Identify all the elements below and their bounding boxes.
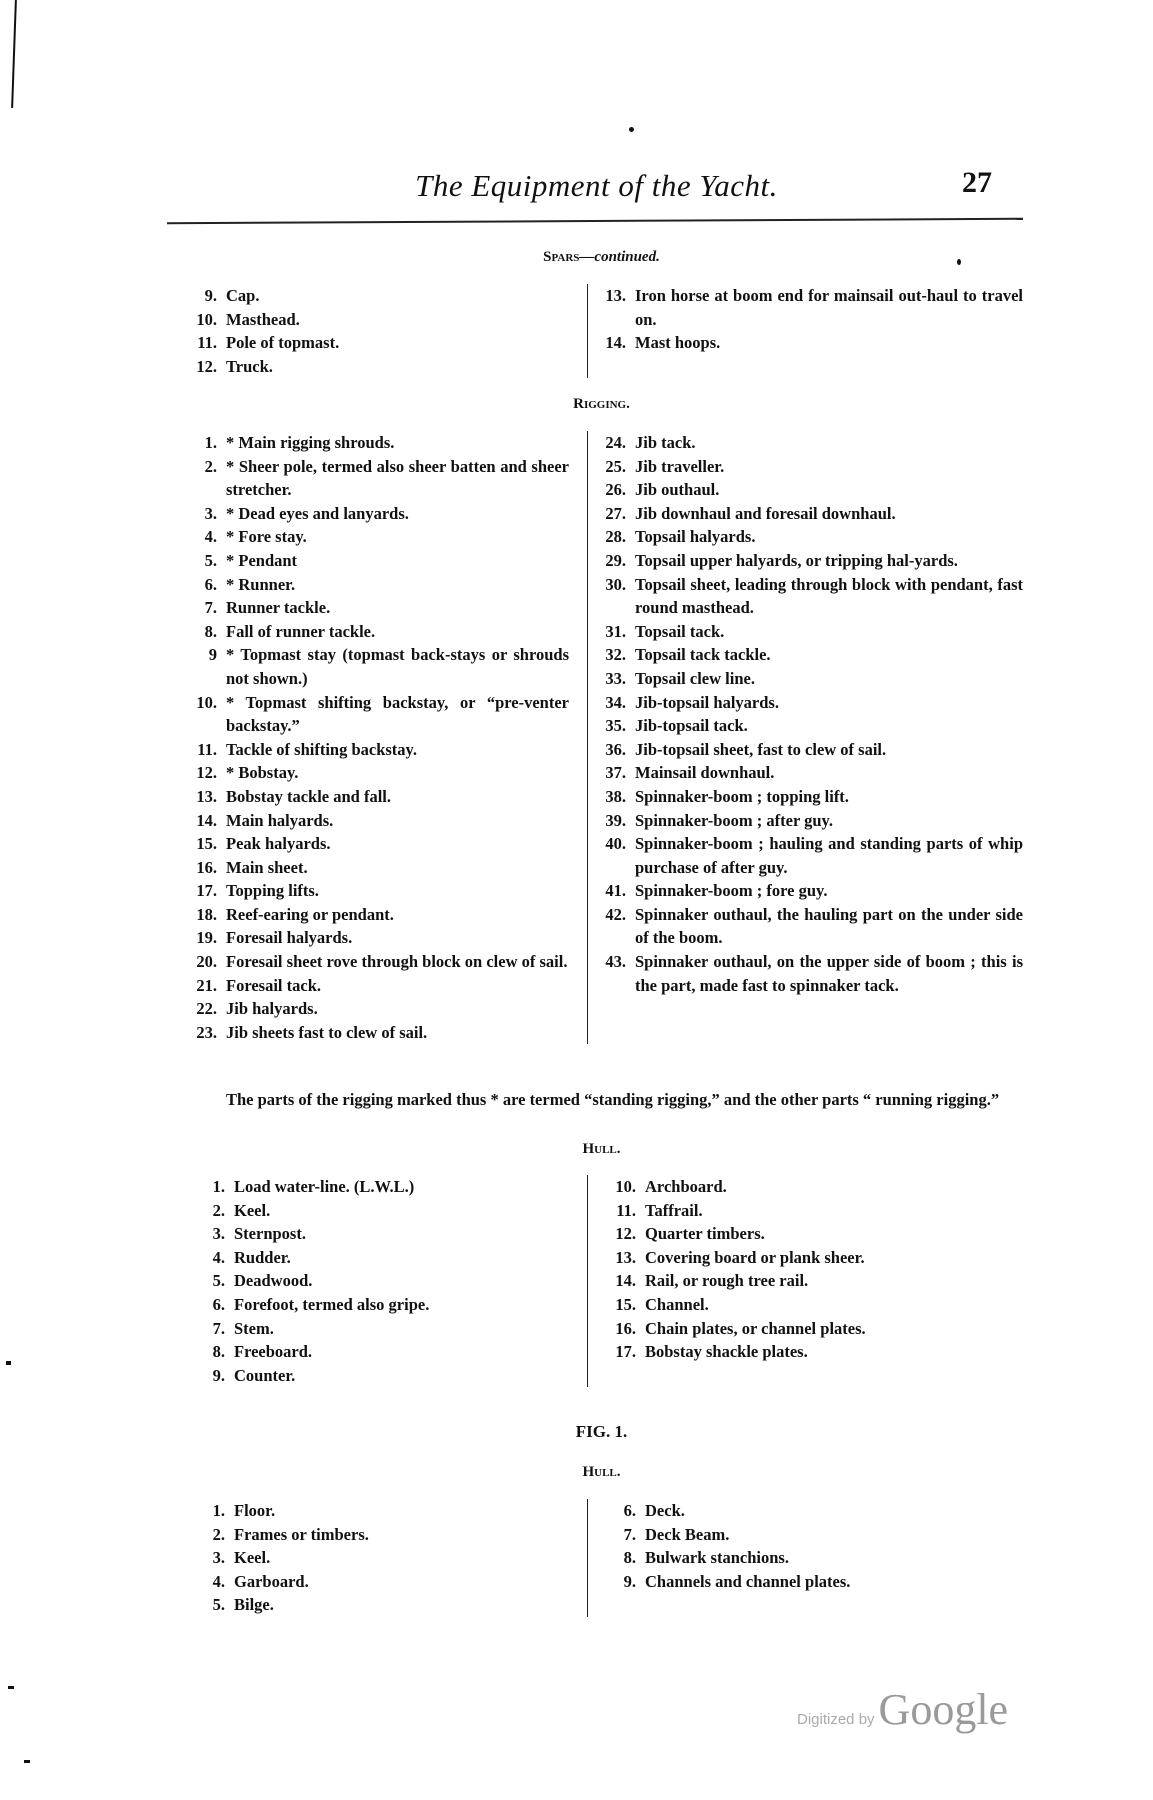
item-number: 16.: [615, 1318, 636, 1338]
item-number: 25.: [605, 456, 626, 476]
item-text: Peak halyards.: [226, 834, 331, 854]
item-text: Freeboard.: [234, 1342, 313, 1362]
item-text: Jib downhaul and foresail downhaul.: [635, 503, 896, 523]
item-number: 40.: [605, 834, 626, 854]
item-text: Spinnaker-boom ; hauling and standing parts of whip purchase of after guy.: [635, 834, 1023, 877]
item-text: Mast hoops.: [635, 333, 721, 353]
item-number: 9: [208, 645, 217, 665]
list-item: [602, 1570, 1023, 1594]
item-number: 17.: [615, 1342, 636, 1362]
item-number: 7.: [204, 598, 217, 618]
list-item: [602, 738, 1023, 762]
list-item: [167, 355, 569, 379]
rigging-list: [167, 431, 1023, 1044]
item-number: 1.: [212, 1501, 225, 1520]
item-number: 36.: [605, 739, 626, 759]
item-text: Spinnaker-boom ; after guy.: [635, 810, 834, 830]
list-item: [167, 997, 569, 1021]
item-text: Rudder.: [234, 1247, 291, 1267]
item-number: 7.: [212, 1318, 225, 1338]
list-item: [602, 1246, 1023, 1270]
list-item: [167, 1523, 569, 1547]
item-number: 41.: [605, 881, 626, 901]
item-text: Deadwood.: [234, 1271, 313, 1291]
list-item: [167, 620, 569, 644]
item-text: Rail, or rough tree rail.: [645, 1271, 809, 1291]
item-number: 13.: [615, 1247, 636, 1267]
hull-fig-left-column: [167, 1499, 587, 1617]
item-text: Spinnaker outhaul, on the upper side of boom ; this is the part, made fast to spinnaker tack.: [635, 952, 1023, 995]
item-text: Runner tackle.: [226, 598, 331, 618]
item-text: Frames or timbers.: [234, 1524, 369, 1544]
rigging-right-column: [587, 431, 1023, 1044]
list-item: [602, 691, 1023, 715]
item-number: 12.: [196, 763, 217, 783]
list-item: [602, 478, 1023, 502]
item-text: Topsail upper halyards, or tripping hal-yards.: [635, 550, 958, 570]
hull-fig-heading: Hull.: [582, 1464, 621, 1480]
item-number: 3.: [212, 1224, 225, 1244]
item-text: Mainsail downhaul.: [635, 763, 775, 783]
item-text: Stem.: [234, 1318, 274, 1338]
list-item: [167, 643, 569, 690]
item-number: 15.: [196, 834, 217, 854]
rigging-left-column: [167, 431, 587, 1044]
item-text: Keel.: [234, 1548, 271, 1568]
item-number: 8.: [212, 1342, 225, 1362]
item-number: 38.: [605, 786, 626, 806]
list-item: [167, 1570, 569, 1594]
running-title: The Equipment of the Yacht.: [415, 168, 778, 203]
list-item: [602, 573, 1023, 620]
item-number: 32.: [605, 645, 626, 665]
figure-label: FIG. 1.: [575, 1422, 628, 1441]
item-number: 4.: [212, 1571, 225, 1591]
item-text: Main halyards.: [226, 810, 334, 830]
scan-dot: [8, 1686, 14, 1689]
list-item: [167, 284, 569, 308]
list-item: [167, 1269, 569, 1293]
item-number: 6.: [204, 574, 217, 594]
item-text: * Topmast stay (topmast back-stays or shrouds not shown.): [226, 645, 569, 688]
list-item: [602, 879, 1023, 903]
item-number: 13.: [605, 286, 626, 305]
item-text: Jib sheets fast to clew of sail.: [226, 1022, 428, 1042]
item-text: Topsail clew line.: [635, 668, 755, 688]
item-number: 33.: [605, 668, 626, 688]
list-item: [602, 832, 1023, 879]
list-item: [602, 502, 1023, 526]
item-text: Topsail tack tackle.: [635, 645, 771, 665]
item-number: 23.: [196, 1022, 217, 1042]
item-number: 43.: [605, 952, 626, 972]
item-number: 37.: [605, 763, 626, 783]
item-number: 1.: [212, 1177, 225, 1196]
list-item: [167, 1293, 569, 1317]
list-item: [167, 832, 569, 856]
item-number: 9.: [623, 1571, 636, 1591]
list-item: [167, 1546, 569, 1570]
list-item: [602, 620, 1023, 644]
item-text: * Pendant: [226, 550, 298, 570]
item-number: 7.: [623, 1524, 636, 1544]
item-number: 34.: [605, 692, 626, 712]
list-item: [167, 308, 569, 332]
item-number: 11.: [616, 1200, 636, 1220]
spars-right-column: [587, 284, 1023, 378]
item-number: 11.: [197, 739, 217, 759]
item-number: 12.: [196, 356, 217, 376]
item-text: * Sheer pole, termed also sheer batten and sheer stretcher.: [226, 456, 569, 500]
item-number: 8.: [204, 621, 217, 641]
list-item: [167, 549, 569, 573]
item-text: Spinnaker outhaul, the hauling part on the under side of the boom.: [635, 904, 1023, 948]
item-text: Forefoot, termed also gripe.: [234, 1294, 430, 1314]
list-item: [602, 761, 1023, 785]
list-item: [167, 785, 569, 809]
item-text: Jib-topsail tack.: [635, 716, 748, 736]
item-text: Counter.: [234, 1365, 296, 1385]
list-item: [167, 738, 569, 762]
list-item: [602, 1546, 1023, 1570]
item-text: * Bobstay.: [226, 763, 299, 783]
list-item: [167, 331, 569, 355]
item-number: 11.: [197, 333, 217, 353]
spars-left-column: [167, 284, 587, 378]
item-text: * Main rigging shrouds.: [226, 433, 395, 452]
item-text: Chain plates, or channel plates.: [645, 1318, 866, 1338]
list-item: [167, 974, 569, 998]
rigging-note: The parts of the rigging marked thus * are termed “standing rigging,” and the other parts “ running rigging.”: [226, 1090, 1000, 1109]
item-number: 17.: [196, 881, 217, 901]
list-item: [167, 1317, 569, 1341]
item-number: 16.: [196, 857, 217, 877]
list-item: [602, 1523, 1023, 1547]
item-number: 27.: [605, 503, 626, 523]
item-number: 2.: [204, 456, 217, 476]
item-text: Jib outhaul.: [635, 480, 720, 500]
list-item: [167, 879, 569, 903]
item-text: Topsail halyards.: [635, 527, 756, 547]
item-text: Load water-line. (L.W.L.): [234, 1177, 415, 1196]
digitized-by-google-watermark: [797, 1684, 1008, 1735]
list-item: [602, 643, 1023, 667]
item-number: 19.: [196, 928, 217, 948]
list-item: [167, 596, 569, 620]
item-text: Quarter timbers.: [645, 1224, 765, 1244]
item-text: Floor.: [234, 1501, 276, 1520]
item-number: 10.: [196, 692, 217, 712]
item-text: Iron horse at boom end for mainsail out-haul to travel on.: [635, 286, 1023, 329]
list-item: [167, 502, 569, 526]
item-number: 14.: [605, 333, 626, 353]
item-number: 28.: [605, 527, 626, 547]
item-text: Reef-earing or pendant.: [226, 904, 394, 924]
item-number: 31.: [605, 621, 626, 641]
list-item: [602, 1269, 1023, 1293]
item-text: Foresail tack.: [226, 975, 322, 995]
list-item: [602, 331, 1023, 355]
item-text: Spinnaker-boom ; topping lift.: [635, 786, 849, 806]
item-number: 4.: [204, 527, 217, 547]
item-text: Channel.: [645, 1294, 709, 1314]
item-text: Jib-topsail sheet, fast to clew of sail.: [635, 739, 887, 759]
header-rule: [167, 218, 1023, 224]
list-item: [602, 950, 1023, 997]
item-number: 14.: [196, 810, 217, 830]
item-number: 30.: [605, 574, 626, 594]
item-number: 2.: [212, 1200, 225, 1220]
list-item: [602, 455, 1023, 479]
item-text: Bobstay tackle and fall.: [226, 786, 392, 806]
item-text: Topsail tack.: [635, 621, 725, 641]
item-number: 4.: [212, 1247, 225, 1267]
item-number: 2.: [212, 1524, 225, 1544]
item-text: Cap.: [226, 286, 260, 305]
scan-dot: [6, 1361, 11, 1365]
list-item: [167, 1021, 569, 1045]
item-number: 1.: [204, 433, 217, 452]
list-item: [167, 926, 569, 950]
watermark-prefix: Digitized by: [797, 1711, 875, 1728]
item-text: Jib tack.: [635, 433, 696, 452]
list-item: [602, 1175, 1023, 1199]
item-text: Deck Beam.: [645, 1524, 730, 1544]
list-item: [167, 1364, 569, 1388]
item-text: * Dead eyes and lanyards.: [226, 503, 409, 523]
hull-list: [167, 1175, 1023, 1387]
item-text: Pole of topmast.: [226, 333, 340, 353]
item-number: 22.: [196, 999, 217, 1019]
item-text: Spinnaker-boom ; fore guy.: [635, 881, 828, 901]
scan-dot: [629, 127, 634, 132]
list-item: [167, 809, 569, 833]
item-number: 15.: [615, 1294, 636, 1314]
scan-edge-mark: [11, 0, 17, 108]
hull-heading: Hull.: [582, 1141, 621, 1157]
item-number: 8.: [623, 1548, 636, 1568]
list-item: [167, 525, 569, 549]
list-item: [602, 1222, 1023, 1246]
list-item: [167, 761, 569, 785]
item-text: Tackle of shifting backstay.: [226, 739, 418, 759]
list-item: [602, 525, 1023, 549]
list-item: [167, 691, 569, 738]
list-item: [602, 1317, 1023, 1341]
hull-fig-right-column: [587, 1499, 1023, 1617]
item-number: 42.: [605, 904, 626, 924]
spars-heading-suffix: —continued.: [579, 249, 660, 265]
rigging-heading: Rigging.: [573, 396, 630, 412]
item-text: Keel.: [234, 1200, 271, 1220]
item-number: 6.: [623, 1501, 636, 1520]
item-number: 12.: [615, 1224, 636, 1244]
item-text: Bilge.: [234, 1595, 274, 1615]
item-number: 9.: [212, 1365, 225, 1385]
item-text: Jib traveller.: [635, 456, 725, 476]
google-logo: Google: [878, 1685, 1009, 1734]
item-text: Bobstay shackle plates.: [645, 1342, 808, 1362]
item-number: 18.: [196, 904, 217, 924]
list-item: [167, 573, 569, 597]
list-item: [167, 431, 569, 455]
item-number: 5.: [212, 1271, 225, 1291]
hull-right-column: [587, 1175, 1023, 1387]
list-item: [167, 1340, 569, 1364]
list-item: [167, 1222, 569, 1246]
item-text: * Runner.: [226, 574, 296, 594]
list-item: [167, 1175, 569, 1199]
item-text: Covering board or plank sheer.: [645, 1247, 865, 1267]
item-text: * Topmast shifting backstay, or “pre-venter backstay.”: [226, 692, 569, 736]
list-item: [167, 455, 569, 502]
list-item: [602, 1340, 1023, 1364]
spars-heading-label: Spars: [543, 249, 580, 265]
item-number: 10.: [615, 1177, 636, 1196]
item-number: 29.: [605, 550, 626, 570]
list-item: [602, 1199, 1023, 1223]
item-text: Sternpost.: [234, 1224, 306, 1244]
item-number: 3.: [204, 503, 217, 523]
item-number: 3.: [212, 1548, 225, 1568]
list-item: [602, 667, 1023, 691]
item-text: Deck.: [645, 1501, 685, 1520]
page-number: 27: [962, 166, 992, 199]
list-item: [167, 1246, 569, 1270]
item-number: 10.: [196, 309, 217, 329]
hull-left-column: [167, 1175, 587, 1387]
item-text: Taffrail.: [645, 1200, 703, 1220]
list-item: [167, 856, 569, 880]
item-number: 26.: [605, 480, 626, 500]
list-item: [167, 1593, 569, 1617]
item-text: Archboard.: [645, 1177, 727, 1196]
item-number: 20.: [196, 952, 217, 972]
hull-fig-list: [167, 1499, 1023, 1617]
list-item: [167, 1499, 569, 1523]
item-number: 5.: [212, 1595, 225, 1615]
item-text: Topping lifts.: [226, 881, 319, 901]
item-text: Channels and channel plates.: [645, 1571, 851, 1591]
item-number: 14.: [615, 1271, 636, 1291]
item-text: Jib halyards.: [226, 999, 318, 1019]
list-item: [602, 284, 1023, 331]
item-text: Garboard.: [234, 1571, 309, 1591]
list-item: [602, 714, 1023, 738]
item-text: Bulwark stanchions.: [645, 1548, 789, 1568]
item-number: 39.: [605, 810, 626, 830]
list-item: [602, 785, 1023, 809]
item-text: Fall of runner tackle.: [226, 621, 376, 641]
item-text: Main sheet.: [226, 857, 308, 877]
item-text: Topsail sheet, leading through block with pendant, fast round masthead.: [635, 574, 1023, 618]
scan-dot: [24, 1760, 30, 1763]
spars-heading: [0, 249, 1153, 266]
item-number: 24.: [605, 433, 626, 452]
item-number: 35.: [605, 716, 626, 736]
item-text: * Fore stay.: [226, 527, 307, 547]
item-text: Truck.: [226, 356, 273, 376]
list-item: [602, 549, 1023, 573]
item-text: Masthead.: [226, 309, 300, 329]
list-item: [602, 809, 1023, 833]
list-item: [167, 1199, 569, 1223]
item-number: 9.: [204, 286, 217, 305]
item-text: Foresail halyards.: [226, 928, 353, 948]
spars-list: [167, 284, 1023, 378]
item-text: Foresail sheet rove through block on clew of sail.: [226, 952, 568, 972]
item-number: 13.: [196, 786, 217, 806]
list-item: [602, 431, 1023, 455]
item-text: Jib-topsail halyards.: [635, 692, 779, 712]
list-item: [167, 903, 569, 927]
item-number: 5.: [204, 550, 217, 570]
item-number: 21.: [196, 975, 217, 995]
list-item: [602, 1499, 1023, 1523]
list-item: [602, 1293, 1023, 1317]
item-number: 6.: [212, 1294, 225, 1314]
list-item: [167, 950, 569, 974]
list-item: [602, 903, 1023, 950]
